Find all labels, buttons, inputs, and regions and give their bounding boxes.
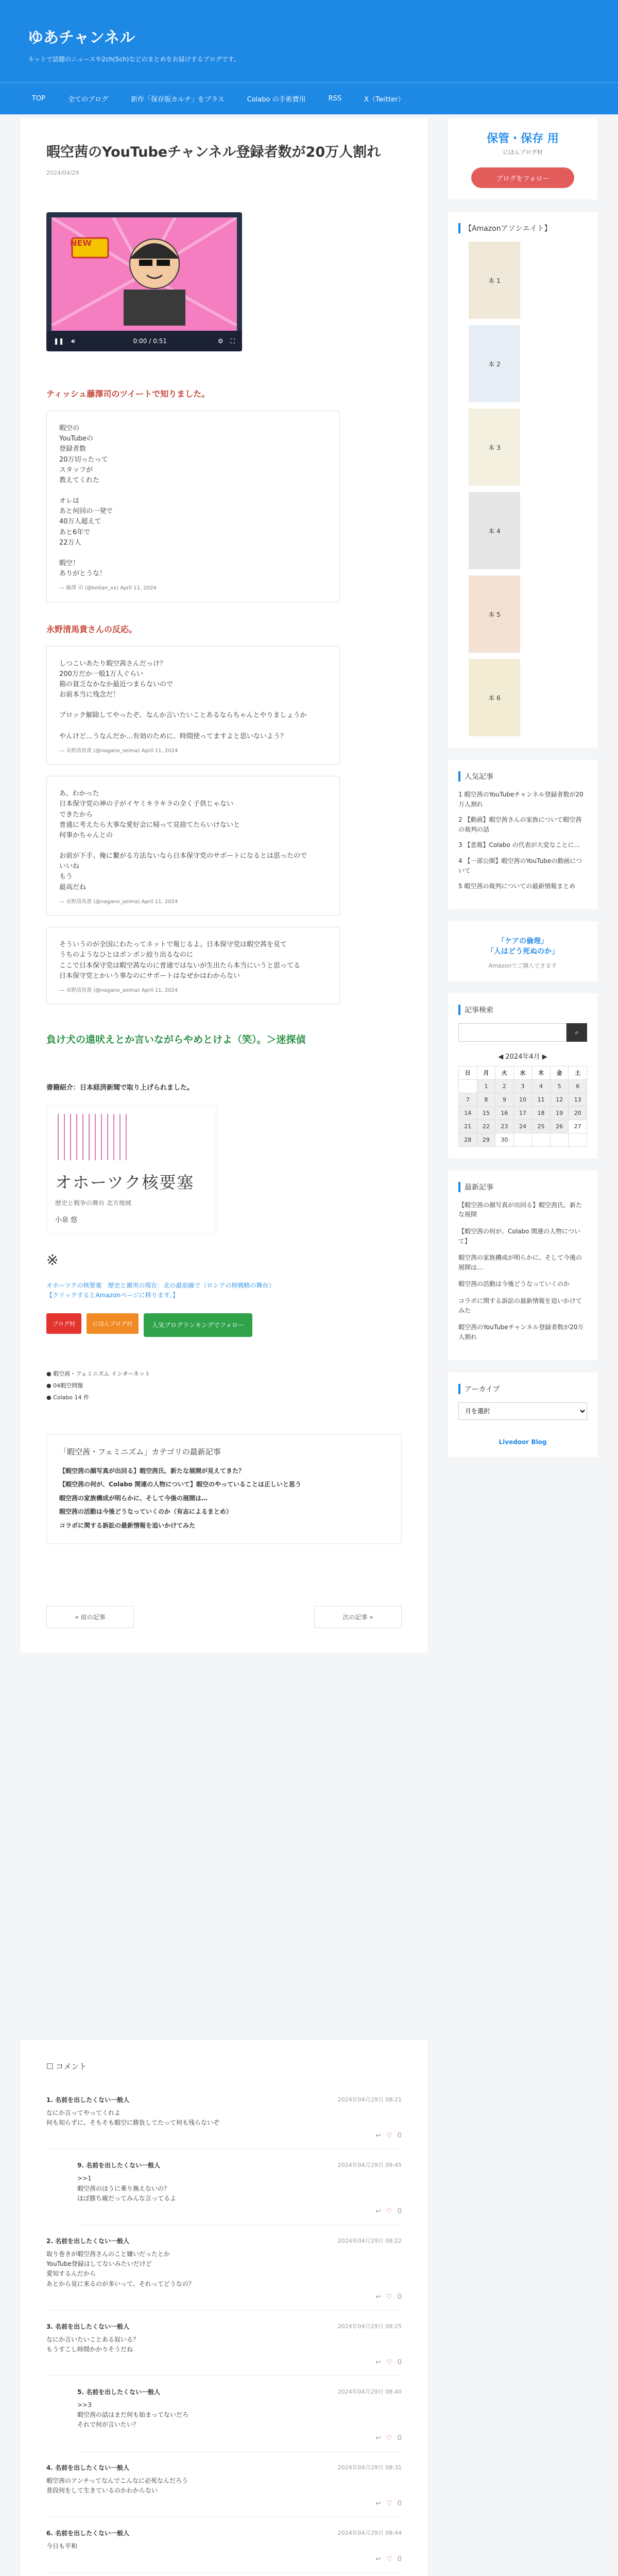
promo-subtitle: Amazonでご購入できます xyxy=(488,962,557,969)
site-title[interactable]: ゆあチャンネル xyxy=(28,29,135,47)
amazon-book[interactable]: 本 2 xyxy=(469,325,520,402)
calendar-day[interactable]: 5 xyxy=(550,1079,569,1093)
comment-actions xyxy=(46,2555,402,2563)
comment-date: 2024年04月29日 08:25 xyxy=(337,2323,402,2330)
recent-item[interactable]: 暇空茜の家族構成が明らかに、そして今後の展開は… xyxy=(458,1254,582,1271)
comment-date: 2024年04月29日 08:31 xyxy=(337,2464,402,2471)
comments-section xyxy=(21,2040,427,2576)
comment-body: 取り巻きが暇空茜さんのこと嫌いだったとか YouTube登録はしてないみたいだけど 愛知するんだから あとから見に来るのが多いって、それってどうなの？ xyxy=(46,2250,195,2287)
calendar-day: 30 xyxy=(495,1133,514,1146)
tweet-text: しつこいあたり暇空茜さんだっけ？ 200万だか一般1万人ぐらい 箱の貧乏なかなか最近つまらないので お前本当に残念だ！ ブロック解除してやったぞ、なんか言いたいことあるならちゃんとやりましょうか やんけど…うなんだか…有効のために、時間使ってますよと思いないよう？ xyxy=(59,659,307,740)
comments-header: ☐ コメント xyxy=(46,2062,87,2071)
section-heading-1: ティッシュ藤澤司のツイートで知りました。 xyxy=(46,389,210,399)
comment-actions xyxy=(46,2359,402,2366)
comment-body: なにか言ってやってくれよ 何も知らずに、そもそも暇空に勝負してたって何も残らないぞ xyxy=(46,2109,220,2127)
comment-actions xyxy=(46,2132,402,2140)
calendar-day: 27 xyxy=(569,1120,587,1133)
calendar-day[interactable]: 29 xyxy=(477,1133,495,1146)
heart-icon[interactable]: ♡ xyxy=(386,2555,392,2564)
comment-author: 5. 名前を出したくない一般人 xyxy=(77,2388,161,2396)
banner-logo[interactable]: 保管・保存 用 xyxy=(487,132,559,145)
settings-icon[interactable]: ⚙ xyxy=(217,337,224,345)
ranking-item[interactable]: 5 暇空茜の裁判についての最新情報まとめ xyxy=(458,883,576,890)
tweet-text: そういうのが全国にわたってネットで報じるよ。日本保守党は暇空茜を見て うちのようなひとはボンボン絞り出るなのに ここで日本保守党は暇空茜なのに普通ではないが生出たら本当にいうと思ってる 日本保守党とかいう事なのにサポートはなぜかはわからない xyxy=(59,941,301,980)
nav-all-blogs[interactable]: 全てのブログ xyxy=(68,96,109,104)
calendar-weekday: 月 xyxy=(477,1066,495,1079)
fullscreen-icon[interactable]: ⛶ xyxy=(230,337,235,345)
comment-item xyxy=(46,2452,402,2517)
comment-author: 9. 名前を出したくない一般人 xyxy=(77,2162,161,2170)
embedded-video[interactable] xyxy=(46,212,242,351)
volume-icon[interactable]: 🔊︎ xyxy=(71,337,75,345)
comment-actions xyxy=(77,2208,402,2215)
video-new-badge: NEW xyxy=(70,238,92,248)
calendar-day[interactable]: 23 xyxy=(495,1120,514,1133)
comment-author: 6. 名前を出したくない一般人 xyxy=(46,2530,130,2537)
amazon-title: 【Amazonアソシエイト】 xyxy=(458,223,587,233)
comment-date: 2024年04月29日 08:44 xyxy=(337,2530,402,2536)
calendar-day[interactable]: 19 xyxy=(550,1106,569,1120)
like-count: 0 xyxy=(397,2293,402,2301)
book-author: 小泉 悠 xyxy=(55,1216,78,1225)
embedded-tweet[interactable] xyxy=(46,646,340,765)
tweet-text: あ、わかった 日本保守党の神の子がイヤミキラキラの全く子供じゃない できたから 普通に考えたら大事な愛好会に帰って見捨てたらいけないと 何事かちゃんとの お前が下手、俺に繋がる方法ないなら日本保守党のサポートになるとは思ったので いいね もう 最高だね xyxy=(59,790,307,891)
recent-widget xyxy=(448,1171,597,1361)
comment-body: >>1 暇空茜のほうに乗り換えないの？ ほぼ勝ち確だってみんな言ってるよ xyxy=(77,2175,177,2202)
pause-icon[interactable]: ❚❚ xyxy=(54,337,64,345)
calendar-day[interactable]: 10 xyxy=(513,1093,532,1106)
calendar-day[interactable]: 21 xyxy=(459,1120,477,1133)
category-latest-link[interactable]: コラボに関する訴訟の最新情報を追いかけてみた xyxy=(59,1521,196,1529)
article-headline: 負け犬の遠吠えとか言いながらやめとけよ（笑）。＞迷探偵 xyxy=(46,1034,306,1046)
tweet-cite[interactable]: — 藤澤 司 (@keitan_xx) April 11, 2024 xyxy=(59,585,157,591)
comment-head xyxy=(46,2463,402,2472)
search-button[interactable] xyxy=(566,1023,587,1042)
comment-author: 4. 名前を出したくない一般人 xyxy=(46,2464,130,2471)
like-count: 0 xyxy=(397,2207,402,2215)
calendar-weekday: 金 xyxy=(550,1066,569,1079)
amazon-widget xyxy=(448,212,597,748)
heart-icon[interactable]: ♡ xyxy=(386,2434,392,2442)
heart-icon[interactable]: ♡ xyxy=(386,2293,392,2301)
reply-icon[interactable]: ↩ xyxy=(375,2500,382,2507)
category-latest-box xyxy=(46,1434,402,1544)
book-intro: 書籍紹介：日本経済新聞で取り上げられました。 xyxy=(46,1084,194,1092)
nav-colabo[interactable]: Colabo の手術費用 xyxy=(247,96,306,104)
ranking-list xyxy=(458,790,587,891)
ranking-item[interactable]: 4 【一部公開】暇空茜のYouTubeの動画について xyxy=(458,857,582,874)
calendar-day[interactable]: 15 xyxy=(477,1106,495,1120)
comment-head xyxy=(77,2161,402,2170)
meta-comments[interactable]: ● Colabo 14 件 xyxy=(46,1394,90,1401)
book-caption[interactable]: オホーツクの核要塞 歴史と衝突の現在：北の最前線で（ロシアの核戦略の舞台） 【クリックするとAmazonページに移ります。】 xyxy=(46,1282,275,1299)
comment-item xyxy=(46,2311,402,2376)
tweet-cite[interactable]: — 永野清馬貴 (@nagano_seima) April 11, 2024 xyxy=(59,899,178,905)
share-buttons xyxy=(46,1313,402,1337)
comment-author: 2. 名前を出したくない一般人 xyxy=(46,2237,130,2245)
comment-head xyxy=(46,2529,402,2537)
comment-author: 1. 名前を出したくない一般人 xyxy=(46,2096,130,2104)
calendar-day[interactable]: 9 xyxy=(495,1093,514,1106)
search-widget xyxy=(448,993,597,1158)
next-article-button[interactable]: 次の記事 » xyxy=(314,1606,402,1628)
section-heading-2: 永野清馬貴さんの反応。 xyxy=(46,624,138,634)
sidebar xyxy=(448,118,597,1469)
calendar-day[interactable]: 18 xyxy=(532,1106,551,1120)
nav-twitter[interactable]: X（Twitter） xyxy=(364,96,405,104)
comment-actions xyxy=(46,2293,402,2301)
calendar-day[interactable]: 22 xyxy=(477,1120,495,1133)
comment-body: >>3 暇空茜の話はまだ何も始まってないだろ それで何が言いたい？ xyxy=(77,2401,189,2429)
calendar-day[interactable]: 8 xyxy=(477,1093,495,1106)
calendar xyxy=(458,1066,587,1147)
follow-blog-button[interactable]: ブログをフォロー xyxy=(471,167,574,188)
amazon-book[interactable]: 本 1 xyxy=(469,242,520,319)
calendar-title[interactable]: ◀ 2024年4月 ▶ xyxy=(498,1053,547,1061)
comment-item xyxy=(77,2149,402,2225)
embedded-tweet[interactable] xyxy=(46,927,340,1004)
heart-icon[interactable]: ♡ xyxy=(386,2132,392,2140)
article-title[interactable]: 暇空茜のYouTubeチャンネル登録者数が20万人割れ xyxy=(46,144,381,160)
comment-icon: ☐ xyxy=(46,2062,56,2071)
amazon-book[interactable]: 本 3 xyxy=(469,409,520,486)
category-latest-link[interactable]: 暇空茜の家族構成が明らかに、そして今後の展開は… xyxy=(59,1494,208,1502)
search-row xyxy=(458,1023,587,1042)
category-latest-title: 「暇空茜・フェミニズム」カテゴリの最新記事 xyxy=(59,1447,221,1456)
banner-text: にほんブログ村 xyxy=(503,149,543,156)
tweet-cite[interactable]: — 永野清馬貴 (@nagano_seima) April 11, 2024 xyxy=(59,748,178,754)
calendar-weekday: 火 xyxy=(495,1066,514,1079)
like-count: 0 xyxy=(397,2132,402,2140)
calendar-day[interactable]: 12 xyxy=(550,1093,569,1106)
article xyxy=(21,118,427,1653)
comment-item xyxy=(77,2376,402,2452)
calendar-day[interactable]: 28 xyxy=(459,1133,477,1146)
calendar-weekday: 水 xyxy=(513,1066,532,1079)
reply-icon[interactable]: ↩ xyxy=(375,2132,382,2140)
search-input[interactable] xyxy=(458,1023,566,1042)
calendar-day[interactable]: 26 xyxy=(550,1120,569,1133)
amazon-book[interactable]: 本 6 xyxy=(469,659,520,736)
tweet-text: 暇空の YouTubeの 登録者数 20万切ったって スタッフが 教えてくれた オレは あと何回の一発で 40万人超えて あと6年で 22万人 暇空！ ありがとうな！ xyxy=(59,425,113,578)
calendar-day[interactable]: 14 xyxy=(459,1106,477,1120)
amazon-book[interactable]: 本 5 xyxy=(469,575,520,653)
video-thumbnail xyxy=(52,217,237,331)
calendar-weekday: 日 xyxy=(459,1066,477,1079)
book-cover-stripes-icon xyxy=(55,1114,208,1160)
tweet-cite[interactable]: — 永野清馬貴 (@nagano_seima) April 11, 2024 xyxy=(59,987,178,993)
search-title: 記事検索 xyxy=(458,1005,587,1015)
ranking-item[interactable]: 2 【動画】暇空茜さんの家族について暇空茜の裁判の話 xyxy=(458,816,582,833)
calendar-day[interactable]: 2 xyxy=(495,1079,514,1093)
calendar-day[interactable]: 6 xyxy=(569,1079,587,1093)
comment-date: 2024年04月29日 08:22 xyxy=(337,2237,402,2244)
comment-list xyxy=(46,2084,402,2576)
comment-body: なにか言いたいことある奴いる？ もうすこし時間かかりそうだね xyxy=(46,2335,140,2353)
calendar-day[interactable]: 16 xyxy=(495,1106,514,1120)
cartoon-illustration-icon xyxy=(52,217,237,326)
video-controls xyxy=(46,331,242,351)
comment-head xyxy=(77,2387,402,2396)
like-count: 0 xyxy=(397,2359,402,2367)
like-count: 0 xyxy=(397,2500,402,2507)
recent-item[interactable]: コラボに関する訴訟の最新情報を追いかけてみた xyxy=(458,1297,582,1314)
recent-title: 最新記事 xyxy=(458,1182,587,1192)
comment-item xyxy=(46,2084,402,2149)
comment-date: 2024年04月29日 09:45 xyxy=(337,2162,402,2169)
search-icon: ⌕ xyxy=(575,1028,579,1036)
embedded-tweet[interactable] xyxy=(46,411,340,602)
book-promo[interactable] xyxy=(46,1105,402,1300)
calendar-day[interactable]: 4 xyxy=(532,1079,551,1093)
amazon-book[interactable]: 本 4 xyxy=(469,492,520,569)
comment-author: 3. 名前を出したくない一般人 xyxy=(46,2323,130,2330)
promo-title: 「ケアの倫理」 「人はどう死ぬのか」 xyxy=(487,937,559,956)
book-cover[interactable] xyxy=(46,1105,216,1234)
calendar-weekday: 木 xyxy=(532,1066,551,1079)
ranking-follow-button[interactable]: 人気ブログランキングでフォロー xyxy=(144,1313,252,1337)
calendar-day[interactable]: 25 xyxy=(532,1120,551,1133)
article-date: 2024/04/29 xyxy=(46,170,79,177)
article-meta xyxy=(46,1368,402,1403)
category-latest-link[interactable]: 【暇空茜の顔写真が出回る】暇空茜氏、新たな展開が見えてきた？ xyxy=(59,1467,245,1475)
comment-head xyxy=(46,2236,402,2245)
nav-rss[interactable]: RSS xyxy=(328,95,342,103)
ranking-item[interactable]: 1 暇空茜のYouTubeチャンネル登録者数が20万人割れ xyxy=(458,791,583,808)
book-subtitle: 歴史と戦争の舞台 北方地域 xyxy=(55,1199,131,1207)
meta-tag[interactable]: ● 04暇空問題 xyxy=(46,1382,83,1389)
embedded-tweet[interactable] xyxy=(46,776,340,916)
livedoor-logo[interactable]: Livedoor Blog xyxy=(499,1438,547,1446)
meta-category[interactable]: ● 暇空茜・フェミニズム インターネット xyxy=(46,1370,151,1377)
site-description: ネットで話題のニュースや2ch(5ch)などのまとめをお届けするブログです。 xyxy=(28,56,240,63)
recent-list xyxy=(458,1200,587,1342)
archive-widget xyxy=(448,1372,597,1457)
recent-item[interactable]: 【暇空茜の顔写真が出回る】暇空茜氏、新たな展開 xyxy=(458,1201,582,1218)
calendar-day[interactable]: 17 xyxy=(513,1106,532,1120)
heart-icon[interactable]: ♡ xyxy=(386,2500,392,2507)
amazon-book-list xyxy=(458,242,587,736)
calendar-day[interactable]: 20 xyxy=(569,1106,587,1120)
like-count: 0 xyxy=(397,2555,402,2564)
calendar-day[interactable]: 11 xyxy=(532,1093,551,1106)
calendar-day[interactable]: 13 xyxy=(569,1093,587,1106)
reply-icon[interactable]: ↩ xyxy=(375,2555,382,2564)
reply-icon[interactable]: ↩ xyxy=(375,2359,382,2367)
nav-new[interactable]: 新作「保存版カルチ」をプラス xyxy=(131,96,225,104)
comment-item xyxy=(46,2573,402,2576)
archive-title: アーカイブ xyxy=(458,1384,587,1394)
comment-head xyxy=(46,2322,402,2331)
nihon-blogmura-button[interactable]: にほんブログ村 xyxy=(87,1313,139,1334)
comment-actions xyxy=(77,2434,402,2442)
video-time: 0:00 / 0:51 xyxy=(133,337,167,345)
site-header xyxy=(0,0,618,82)
calendar-day[interactable]: 3 xyxy=(513,1079,532,1093)
nav-top[interactable]: TOP xyxy=(32,95,46,103)
ranking-item[interactable]: 3 【悲報】Colabo の代表が大変なことに… xyxy=(458,841,580,849)
comment-actions xyxy=(46,2500,402,2507)
archive-select[interactable] xyxy=(458,1402,587,1420)
comment-date: 2024年04月29日 08:40 xyxy=(337,2388,402,2396)
comment-head xyxy=(46,2095,402,2104)
comment-date: 2024年04月29日 08:21 xyxy=(337,2096,402,2103)
book-title: オホーツク核要塞 xyxy=(55,1173,195,1193)
prev-article-button[interactable]: « 前の記事 xyxy=(46,1606,134,1628)
comment-body: 暇空茜のアンチってなんでこんなに必死なんだろう 普段何をして生きているのかわからない xyxy=(46,2477,188,2494)
heart-icon[interactable]: ♡ xyxy=(386,2359,392,2367)
comment-item xyxy=(46,2225,402,2311)
comment-body: 今日も平和 xyxy=(46,2543,78,2550)
heart-icon[interactable]: ♡ xyxy=(386,2207,392,2215)
publisher-logo: ※ xyxy=(46,1251,59,1269)
ranking-widget xyxy=(448,760,597,909)
global-nav xyxy=(0,82,618,114)
calendar-day[interactable]: 1 xyxy=(477,1079,495,1093)
reply-icon[interactable]: ↩ xyxy=(375,2293,382,2301)
blogmura-banner xyxy=(448,118,597,199)
recent-item[interactable]: 暇空茜の活動は今後どうなっていくのか xyxy=(458,1280,570,1288)
calendar-weekday: 土 xyxy=(569,1066,587,1079)
calendar-day[interactable]: 24 xyxy=(513,1120,532,1133)
recent-item[interactable]: 【暇空茜の何が、Colabo 関連の人物について】 xyxy=(458,1227,580,1245)
calendar-day[interactable]: 7 xyxy=(459,1093,477,1106)
reply-icon[interactable]: ↩ xyxy=(375,2434,382,2442)
blogmura-button[interactable]: ブログ村 xyxy=(46,1313,81,1334)
promo-widget[interactable] xyxy=(448,921,597,981)
reply-icon[interactable]: ↩ xyxy=(375,2207,382,2215)
article-pager xyxy=(46,1606,402,1628)
recent-item[interactable]: 暇空茜のYouTubeチャンネル登録者数が20万人割れ xyxy=(458,1324,584,1341)
category-latest-link[interactable]: 【暇空茜の何が、Colabo 関連の人物について】暇空のやっていることは正しいと思う xyxy=(59,1481,302,1488)
like-count: 0 xyxy=(397,2434,402,2442)
category-latest-link[interactable]: 暇空茜の活動は今後どうなっていくのか（有志によるまとめ） xyxy=(59,1508,233,1516)
ranking-title: 人気記事 xyxy=(458,771,587,782)
comment-item xyxy=(46,2517,402,2573)
